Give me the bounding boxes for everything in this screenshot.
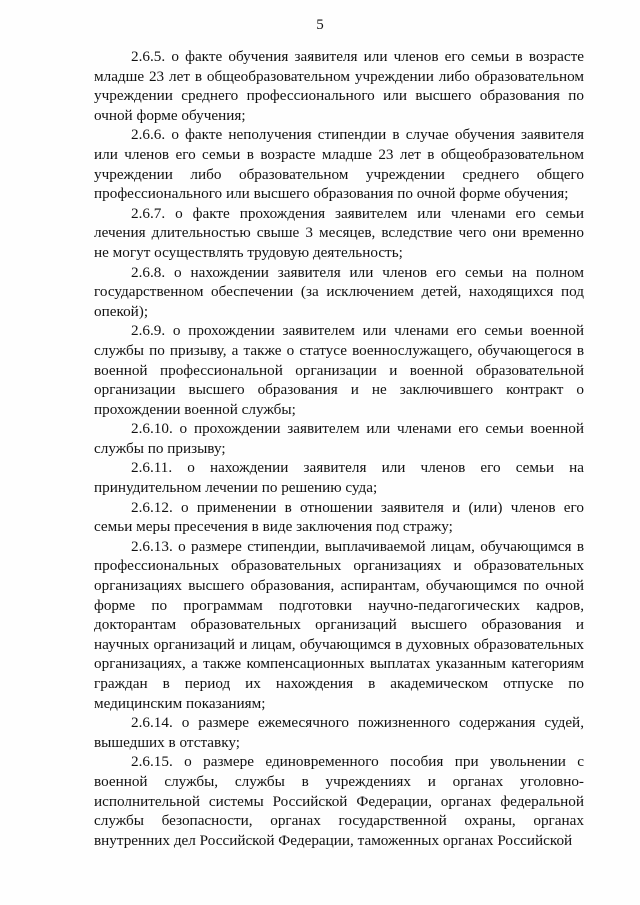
page-number: 5 [316,17,324,33]
paragraph-2-6-15: 2.6.15. о размере единовременного пособия при увольнении с военной службы, службы в учреждениях и органах уголовно-исполнительной системы Российской Федерации, органах федеральной службы безопасности, органах государственной охраны, органах внутренних дел Российской Федерации, таможенных органах Российской [94,753,584,849]
paragraph-2-6-5: 2.6.5. о факте обучения заявителя или членов его семьи в возрасте младше 23 лет в общеобразовательном учреждении либо образовательном учреждении среднего профессионального или высшего образования по очной форме обучения; [94,48,584,124]
paragraph-2-6-9: 2.6.9. о прохождении заявителем или членами его семьи военной службы по призыву, а также о статусе военнослужащего, обучающегося в военной профессиональной организации и военной образовательной организации высшего образования и не заключившего контракт о прохождении военной службы; [94,322,584,418]
paragraph-2-6-14: 2.6.14. о размере ежемесячного пожизненного содержания судей, вышедших в отставку; [94,714,584,751]
paragraph-2-6-13: 2.6.13. о размере стипендии, выплачиваемой лицам, обучающимся в профессиональных образовательных организациях и образовательных организациях высшего образования, аспирантам, обучающимся по очной форме по программам подготовки научно-педагогических кадров, докторантам образовательных организаций высшего образования и научных организаций и лицам, обучающимся в духовных образовательных организациях, а также компенсационных выплатах указанным категориям граждан в период их нахождения в академическом отпуске по медицинским показаниям; [94,537,584,712]
document-body [94,47,584,850]
paragraph-2-6-6: 2.6.6. о факте неполучения стипендии в случае обучения заявителя или членов его семьи в возрасте младше 23 лет в общеобразовательном учреждении либо образовательном учреждении среднего общего профессионального или высшего образования по очной форме обучения; [94,126,584,203]
paragraph-2-6-10: 2.6.10. о прохождении заявителем или членами его семьи военной службы по призыву; [94,420,584,457]
paragraph-2-6-8: 2.6.8. о нахождении заявителя или членов его семьи на полном государственном обеспечении (за исключением детей, находящихся под опекой); [94,263,584,320]
paragraph-2-6-7: 2.6.7. о факте прохождения заявителем или членами его семьи лечения длительностью свыше 3 месяцев, вследствие чего они временно не могут осуществлять трудовую деятельность; [94,204,584,261]
paragraph-2-6-11: 2.6.11. о нахождении заявителя или членов его семьи на принудительном лечении по решению суда; [94,459,584,497]
paragraph-2-6-12: 2.6.12. о применении в отношении заявителя и (или) членов его семьи меры пресечения в виде заключения под стражу; [94,498,584,536]
